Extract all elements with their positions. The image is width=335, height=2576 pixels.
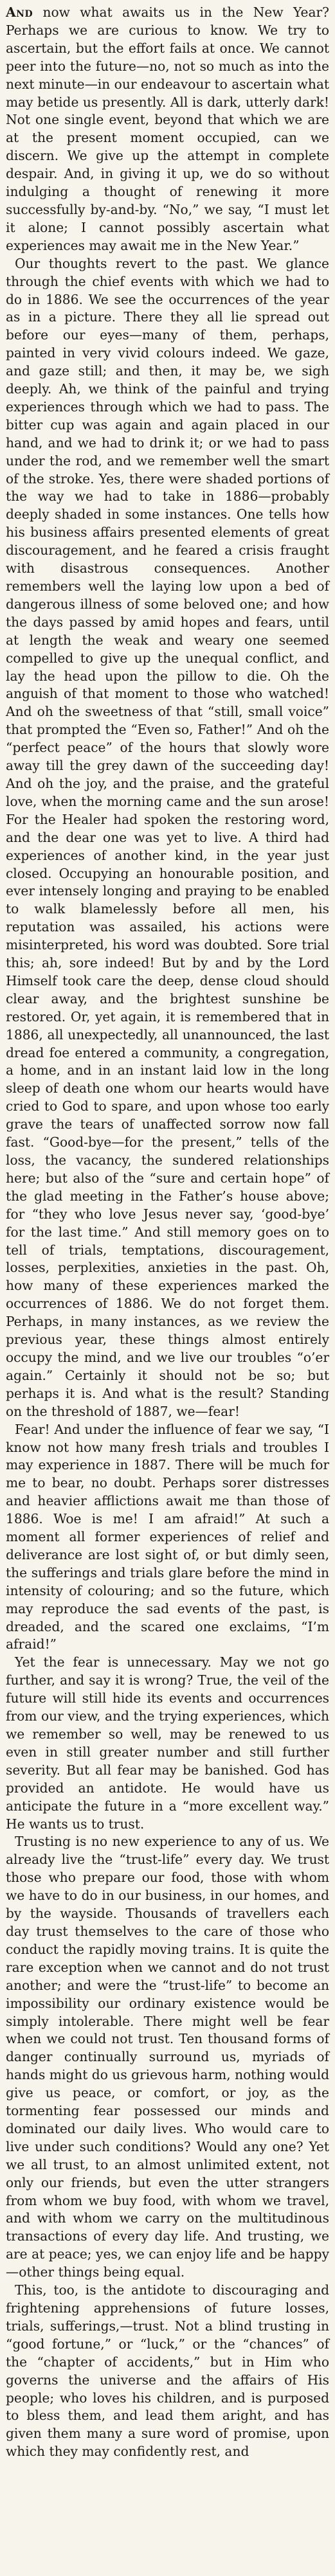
article-paragraph: Yet the fear is unnecessary. May we not go further, and say it is wrong? True, the veil of the future will still hide its events and occurrences from our view, and the trying experiences, which we remember so well, may be renewed to us even in still greater number and still further severity. But all fear may be banished. God has provided an antidote. He would have us anticipate the future in a “more excellent way.” He wants us to trust. [6, 1654, 329, 1832]
article-paragraph: This, too, is the antidote to discouraging and frightening apprehensions of future losses, trials, sufferings,—trust. Not a blind trusting in “good fortune,” or “luck,” or the “chances” of the “chapter of accidents,” but in Him who governs the universe and the affairs of His people; who loves his children, and is purposed to bless them, and lead them aright, and has given them many a sure word of promise, upon which they may confidently rest, and [6, 2282, 329, 2460]
article-paragraph [6, 4, 329, 255]
article-paragraph: Our thoughts revert to the past. We glance through the chief events with which we had to do in 1886. We see the occurrences of the year as in a picture. There they all lie spread out before our eyes—many of them, perhaps, painted in very vivid colours indeed. We gaze, and gaze still; and then, it may be, we sigh deeply. Ah, we think of the painful and trying experiences through which we had to pass. The bitter cup was again and again placed in our hand, and we had to drink it; or we had to pass under the rod, and we remember well the smart of the stroke. Yes, there were shaded portions of the way we had to take in 1886—probably deeply shaded in some instances. One tells how his business affairs presented elements of great discouragement, and he feared a crisis fraught with disastrous consequences. Another remembers well the laying low upon a bed of dangerous illness of some beloved one; and how the days passed by amid hopes and fears, until at length the weak and weary one seemed compelled to give up the unequal conflict, and lay the head upon the pillow to die. Oh the anguish of that moment to those who watched! And oh the sweetness of that “still, small voice” that prompted the “Even so, Father!” And oh the “perfect peace” of the hours that slowly wore away till the grey dawn of the succeeding day! And oh the joy, and the praise, and the grateful love, when the morning came and the sun arose! For the Healer had spoken the restoring word, and the dear one was yet to live. A third had experiences of another kind, in the year just closed. Occupying an honourable position, and ever intensely longing and praying to be enabled to walk blamelessly before all men, his reputation was assailed, his actions were misinterpreted, his word was doubted. Sore trial this; ah, sore indeed! But by and by the Lord Himself took care the deep, dense cloud should clear away, and the brightest sunshine be restored. Or, yet again, it is remembered that in 1886, all unexpectedly, all unannounced, the last dread foe entered a community, a congregation, a home, and in an instant laid low in the long sleep of death one whom our hearts would have cried to God to spare, and upon whose too early grave the tears of unaffected sorrow now fall fast. “Good-bye—for the present,” tells of the loss, the vacancy, the sundered relationships here; but also of the “sure and certain hope” of the glad meeting in the Father’s house above; for “they who love Jesus never say, ‘good-bye’ for the last time.” And still memory goes on to tell of trials, temptations, discouragement, losses, perplexities, anxieties in the past. Oh, how many of these experiences marked the occurrences of 1886. We do not forget them. Perhaps, in many instances, as we review the previous year, these things almost entirely occupy the mind, and we live our troubles “o’er again.” Certainly it should not be so; but perhaps it is. And what is the result? Standing on the threshold of 1887, we—fear! [6, 255, 329, 1419]
article-paragraph: Fear! And under the influence of fear we say, “I know not how many fresh trials and troubles I may experience in 1887. There will be much for me to bear, no doubt. Perhaps sorer distresses and heavier afflictions await me than those of 1886. Woe is me! I am afraid!” At such a moment all former experiences of relief and deliverance are lost sight of, or but dimly seen, the sufferings and trials glare before the mind in intensity of colouring; and so the future, which may reproduce the sad events of the past, is dreaded, and the scared one exclaims, “I’m afraid!” [6, 1421, 329, 1652]
article-lead-word: And [6, 4, 33, 20]
article-paragraph: Trusting is no new experience to any of us. We already live the “trust-life” every day. We trust those who prepare our food, those with whom we have to do in our business, in our homes, and by the wayside. Thousands of travellers each day trust themselves to the care of those who conduct the rapidly moving trains. It is quite the rare exception when we cannot and do not trust another; and were the “trust-life” to become an impossibility our ordinary existence would be simply intolerable. There might well be fear when we could not trust. Ten thousand forms of danger continually surround us, myriads of hands might do us grievous harm, nothing would give us peace, or comfort, or joy, as the tormenting fear possessed our minds and dominated our daily lives. Who would care to live under such conditions? Would any one? Yet we all trust, to an almost unlimited extent, not only our friends, but even the utter strangers from whom we buy food, with whom we travel, and with whom we carry on the multitudinous transactions of every day life. And trusting, we are at peace; yes, we can enjoy life and be happy—other things being equal. [6, 1834, 329, 2280]
article-paragraph-text: now what awaits us in the New Year? Perhaps we are curious to know. We try to ascertain, but the effort fails at once. We cannot peer into the future—no, not so much as into the next minute—in our endeavour to ascertain what may betide us presently. All is dark, utterly dark! Not one single event, beyond that which we are at the present moment occupied, can we discern. We give up the attempt in complete despair. And, in giving it up, we do so without indulging a thought of renewing it more successfully by-and-by. “No,” we say, “I must let it alone; I cannot possibly ascertain what experiences may await me in the New Year.” [6, 4, 329, 253]
